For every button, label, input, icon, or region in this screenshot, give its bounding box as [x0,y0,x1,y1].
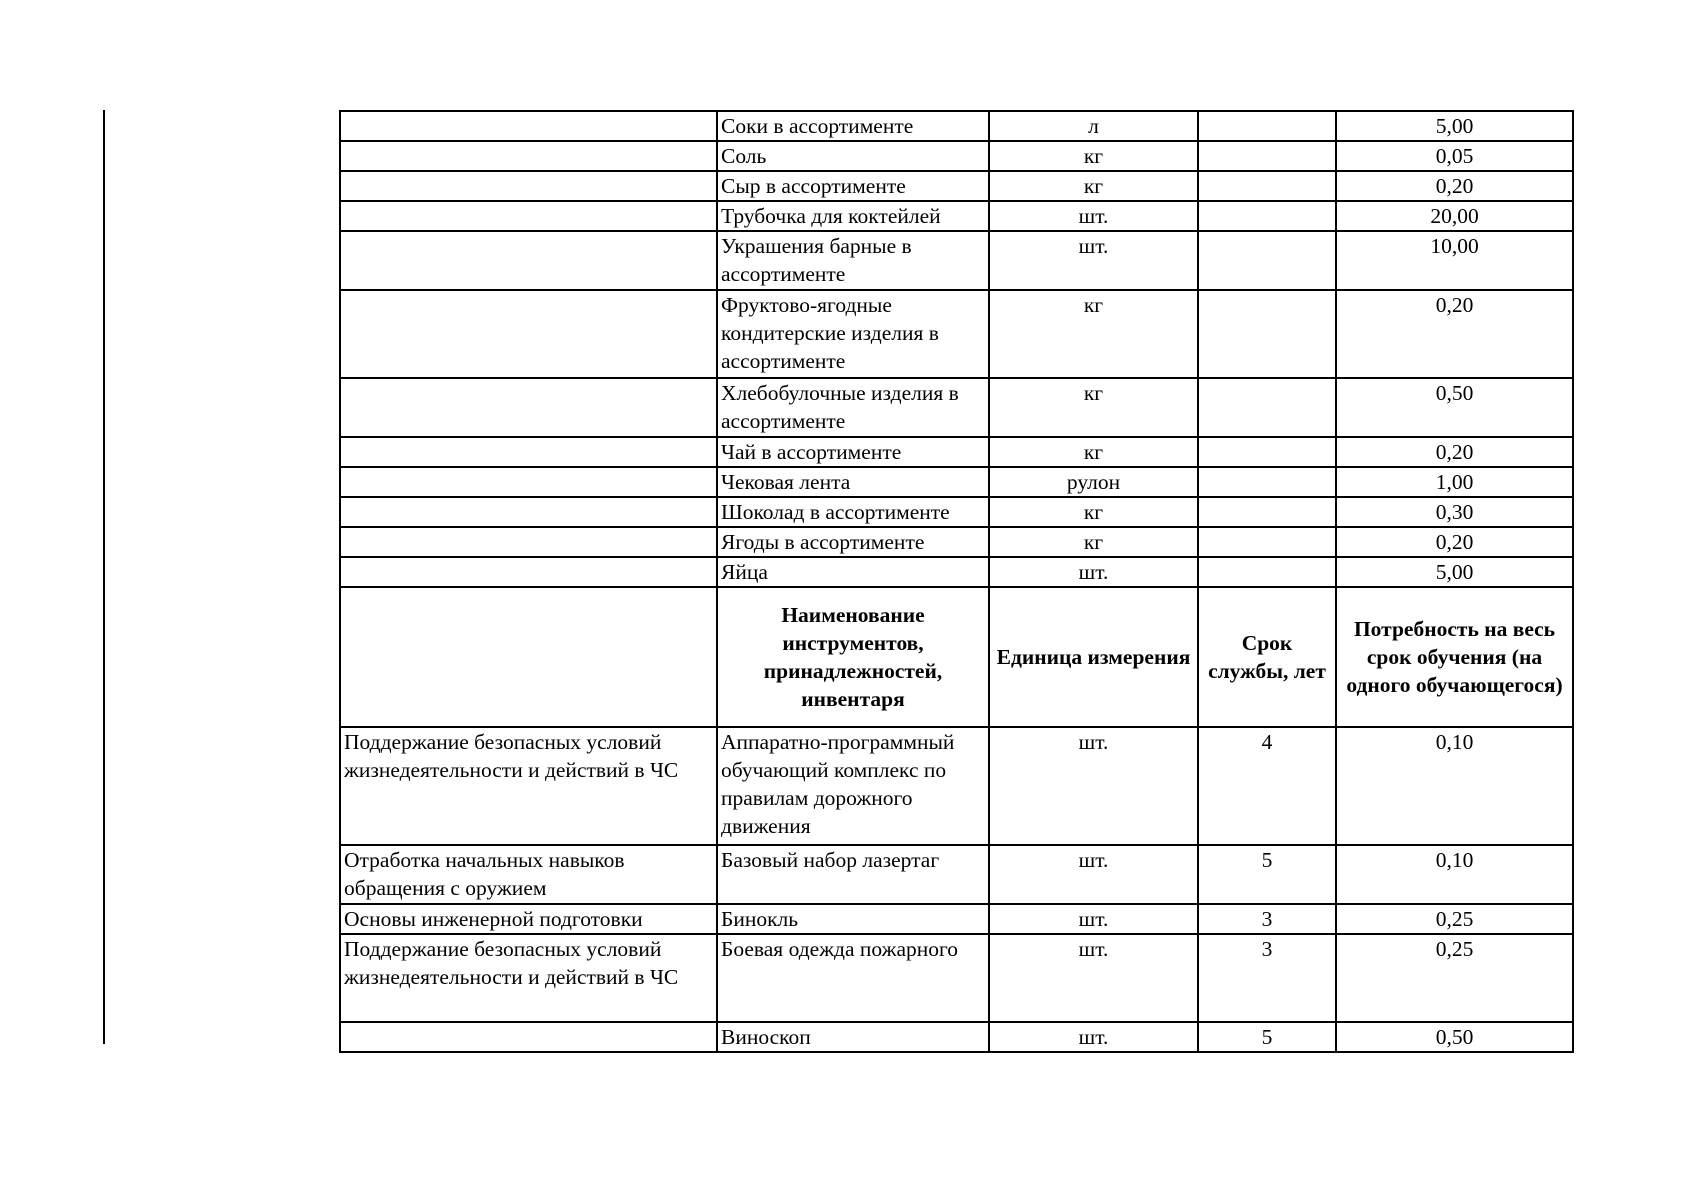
need-cell: 0,20 [1336,171,1573,201]
need-cell: 0,20 [1336,527,1573,557]
unit-cell: шт. [989,1022,1198,1052]
need-cell: 0,10 [1336,727,1573,845]
header-empty-cell [340,587,717,727]
service-life-cell [1198,290,1336,378]
item-name-cell: Хлебобулочные изделия в ассортименте [717,378,989,437]
table-row [340,527,1573,557]
discipline-cell [340,111,717,141]
discipline-cell [340,1022,717,1052]
discipline-cell [340,141,717,171]
unit-cell: шт. [989,845,1198,904]
service-life-cell: 3 [1198,904,1336,934]
unit-cell: кг [989,141,1198,171]
item-name-cell: Сыр в ассортименте [717,171,989,201]
item-name-cell: Аппаратно-программный обучающий комплекс по правилам дорожного движения [717,727,989,845]
item-name-cell: Соль [717,141,989,171]
unit-cell: шт. [989,904,1198,934]
table-row [340,378,1573,437]
unit-cell: кг [989,378,1198,437]
need-cell: 5,00 [1336,557,1573,587]
service-life-cell [1198,171,1336,201]
need-cell: 0,10 [1336,845,1573,904]
service-life-cell [1198,378,1336,437]
unit-cell: кг [989,290,1198,378]
need-cell: 0,05 [1336,141,1573,171]
table-row [340,111,1573,141]
table-row [340,904,1573,934]
header-unit: Единица измерения [989,587,1198,727]
table-row [340,231,1573,290]
unit-cell: шт. [989,231,1198,290]
need-cell: 0,20 [1336,290,1573,378]
item-name-cell: Чай в ассортименте [717,437,989,467]
discipline-cell [340,231,717,290]
service-life-cell [1198,111,1336,141]
service-life-cell: 5 [1198,845,1336,904]
unit-cell: кг [989,527,1198,557]
unit-cell: рулон [989,467,1198,497]
need-cell: 0,20 [1336,437,1573,467]
service-life-cell [1198,497,1336,527]
table-row [340,201,1573,231]
item-name-cell: Бинокль [717,904,989,934]
item-name-cell: Ягоды в ассортименте [717,527,989,557]
need-cell: 0,30 [1336,497,1573,527]
service-life-cell: 5 [1198,1022,1336,1052]
item-name-cell: Боевая одежда пожарного [717,934,989,1022]
discipline-cell [340,378,717,437]
table-row [340,437,1573,467]
tools-header-row [340,587,1573,727]
table-row [340,171,1573,201]
header-service-life: Срок службы, лет [1198,587,1336,727]
discipline-cell: Отработка начальных навыков обращения с оружием [340,845,717,904]
unit-cell: шт. [989,934,1198,1022]
need-cell: 5,00 [1336,111,1573,141]
unit-cell: кг [989,437,1198,467]
table-row [340,845,1573,904]
item-name-cell: Чековая лента [717,467,989,497]
margin-rule [103,110,105,1044]
table-row [340,934,1573,1022]
service-life-cell [1198,557,1336,587]
equipment-table [339,110,1574,1053]
unit-cell: кг [989,171,1198,201]
unit-cell: шт. [989,727,1198,845]
need-cell: 1,00 [1336,467,1573,497]
discipline-cell: Основы инженерной подготовки [340,904,717,934]
item-name-cell: Трубочка для коктейлей [717,201,989,231]
item-name-cell: Базовый набор лазертаг [717,845,989,904]
discipline-cell [340,437,717,467]
item-name-cell: Яйца [717,557,989,587]
discipline-cell: Поддержание безопасных условий жизнедеятельности и действий в ЧС [340,727,717,845]
item-name-cell: Шоколад в ассортименте [717,497,989,527]
need-cell: 0,25 [1336,934,1573,1022]
item-name-cell: Виноскоп [717,1022,989,1052]
unit-cell: кг [989,497,1198,527]
service-life-cell [1198,467,1336,497]
need-cell: 10,00 [1336,231,1573,290]
table-row [340,497,1573,527]
discipline-cell: Поддержание безопасных условий жизнедеятельности и действий в ЧС [340,934,717,1022]
need-cell: 0,50 [1336,1022,1573,1052]
table-row [340,1022,1573,1052]
item-name-cell: Фруктово-ягодные кондитерские изделия в ассортименте [717,290,989,378]
service-life-cell [1198,527,1336,557]
discipline-cell [340,467,717,497]
table-row [340,467,1573,497]
unit-cell: л [989,111,1198,141]
discipline-cell [340,527,717,557]
discipline-cell [340,171,717,201]
table-row [340,290,1573,378]
discipline-cell [340,557,717,587]
service-life-cell [1198,141,1336,171]
unit-cell: шт. [989,557,1198,587]
discipline-cell [340,201,717,231]
service-life-cell [1198,231,1336,290]
item-name-cell: Соки в ассортименте [717,111,989,141]
service-life-cell: 4 [1198,727,1336,845]
table-row [340,141,1573,171]
service-life-cell [1198,201,1336,231]
table-row [340,557,1573,587]
unit-cell: шт. [989,201,1198,231]
item-name-cell: Украшения барные в ассортименте [717,231,989,290]
need-cell: 0,50 [1336,378,1573,437]
discipline-cell [340,497,717,527]
header-name: Наименование инструментов, принадлежностей, инвентаря [717,587,989,727]
header-need: Потребность на весь срок обучения (на одного обучающегося) [1336,587,1573,727]
need-cell: 0,25 [1336,904,1573,934]
service-life-cell [1198,437,1336,467]
table-row [340,727,1573,845]
service-life-cell: 3 [1198,934,1336,1022]
need-cell: 20,00 [1336,201,1573,231]
discipline-cell [340,290,717,378]
